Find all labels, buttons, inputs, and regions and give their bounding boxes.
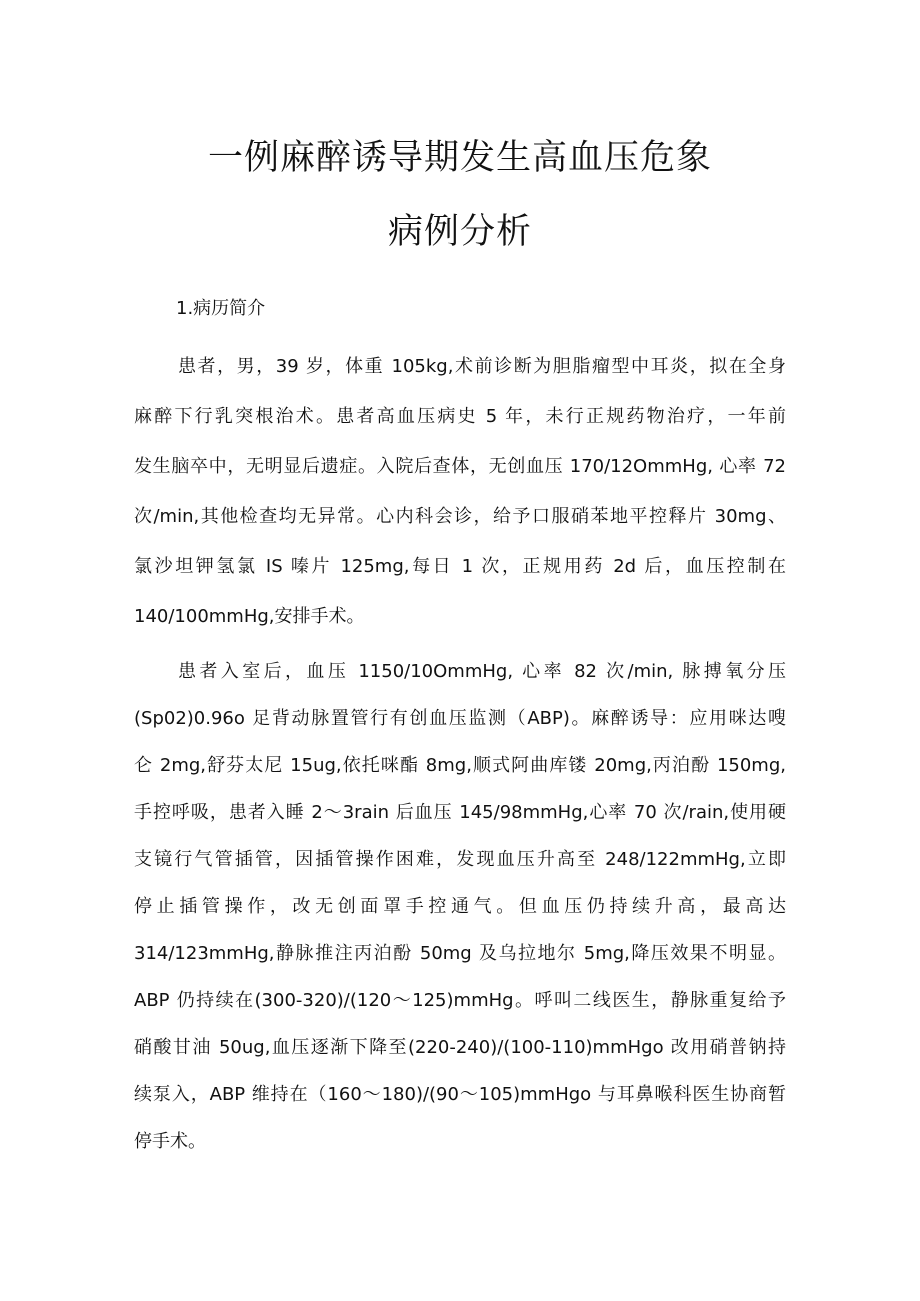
text-line: 仑 2mg,舒芬太尼 15ug,依托咪酯 8mg,顺式阿曲库镂 20mg,丙泊酚 150mg, bbox=[134, 755, 786, 776]
text-line: 140/100mmHg,安排手术。 bbox=[134, 606, 365, 627]
text-line: ABP 仍持续在(300-320)/(120～125)mmHg。呼叫二线医生，静脉重复给予 bbox=[134, 990, 786, 1011]
text-line: 氯沙坦钾氢氯 IS 嗪片 125mg,每日 1 次，正规用药 2d 后，血压控制在 bbox=[134, 556, 786, 577]
text-line: (Sp02)0.96o 足背动脉置管行有创血压监测（ABP)。麻醉诱导：应用咪达嗖 bbox=[134, 708, 786, 729]
text-line: 停止插管操作，改无创面罩手控通气。但血压仍持续升高，最高达 bbox=[134, 896, 786, 917]
text-line: 支镜行气管插管，因插管操作困难，发现血压升高至 248/122mmHg,立即 bbox=[134, 849, 786, 870]
text-line: 314/123mmHg,静脉推注丙泊酚 50mg 及乌拉地尔 5mg,降压效果不明显。 bbox=[134, 943, 786, 964]
text-line: 停手术。 bbox=[134, 1131, 206, 1152]
document-title-line-2: 病例分析 bbox=[387, 212, 532, 252]
text-line: 发生脑卒中，无明显后遗症。入院后查体，无创血压 170/12OmmHg, 心率 72 bbox=[134, 456, 786, 477]
text-line: 麻醉下行乳突根治术。患者高血压病史 5 年，未行正规药物治疗，一年前 bbox=[134, 406, 786, 427]
text-line: 硝酸甘油 50ug,血压逐渐下降至(220-240)/(100-110)mmHgo 改用硝普钠持 bbox=[134, 1037, 786, 1058]
text-line: 手控呼吸，患者入睡 2～3rain 后血压 145/98mmHg,心率 70 次/rain,使用硬 bbox=[134, 802, 786, 823]
text-line: 患者入室后，血压 1150/10OmmHg, 心率 82 次/min, 脉搏氧分压 bbox=[178, 661, 786, 682]
section-heading: 1.病历简介 bbox=[176, 298, 266, 319]
document-title-line-1: 一例麻醉诱导期发生高血压危象 bbox=[207, 138, 712, 178]
text-line: 次/min,其他检查均无异常。心内科会诊，给予口服硝苯地平控释片 30mg、 bbox=[134, 506, 786, 527]
text-line: 患者，男，39 岁，体重 105kg,术前诊断为胆脂瘤型中耳炎，拟在全身 bbox=[178, 356, 786, 377]
text-line: 续泵入，ABP 维持在（160～180)/(90～105)mmHgo 与耳鼻喉科医生协商暂 bbox=[134, 1084, 786, 1105]
